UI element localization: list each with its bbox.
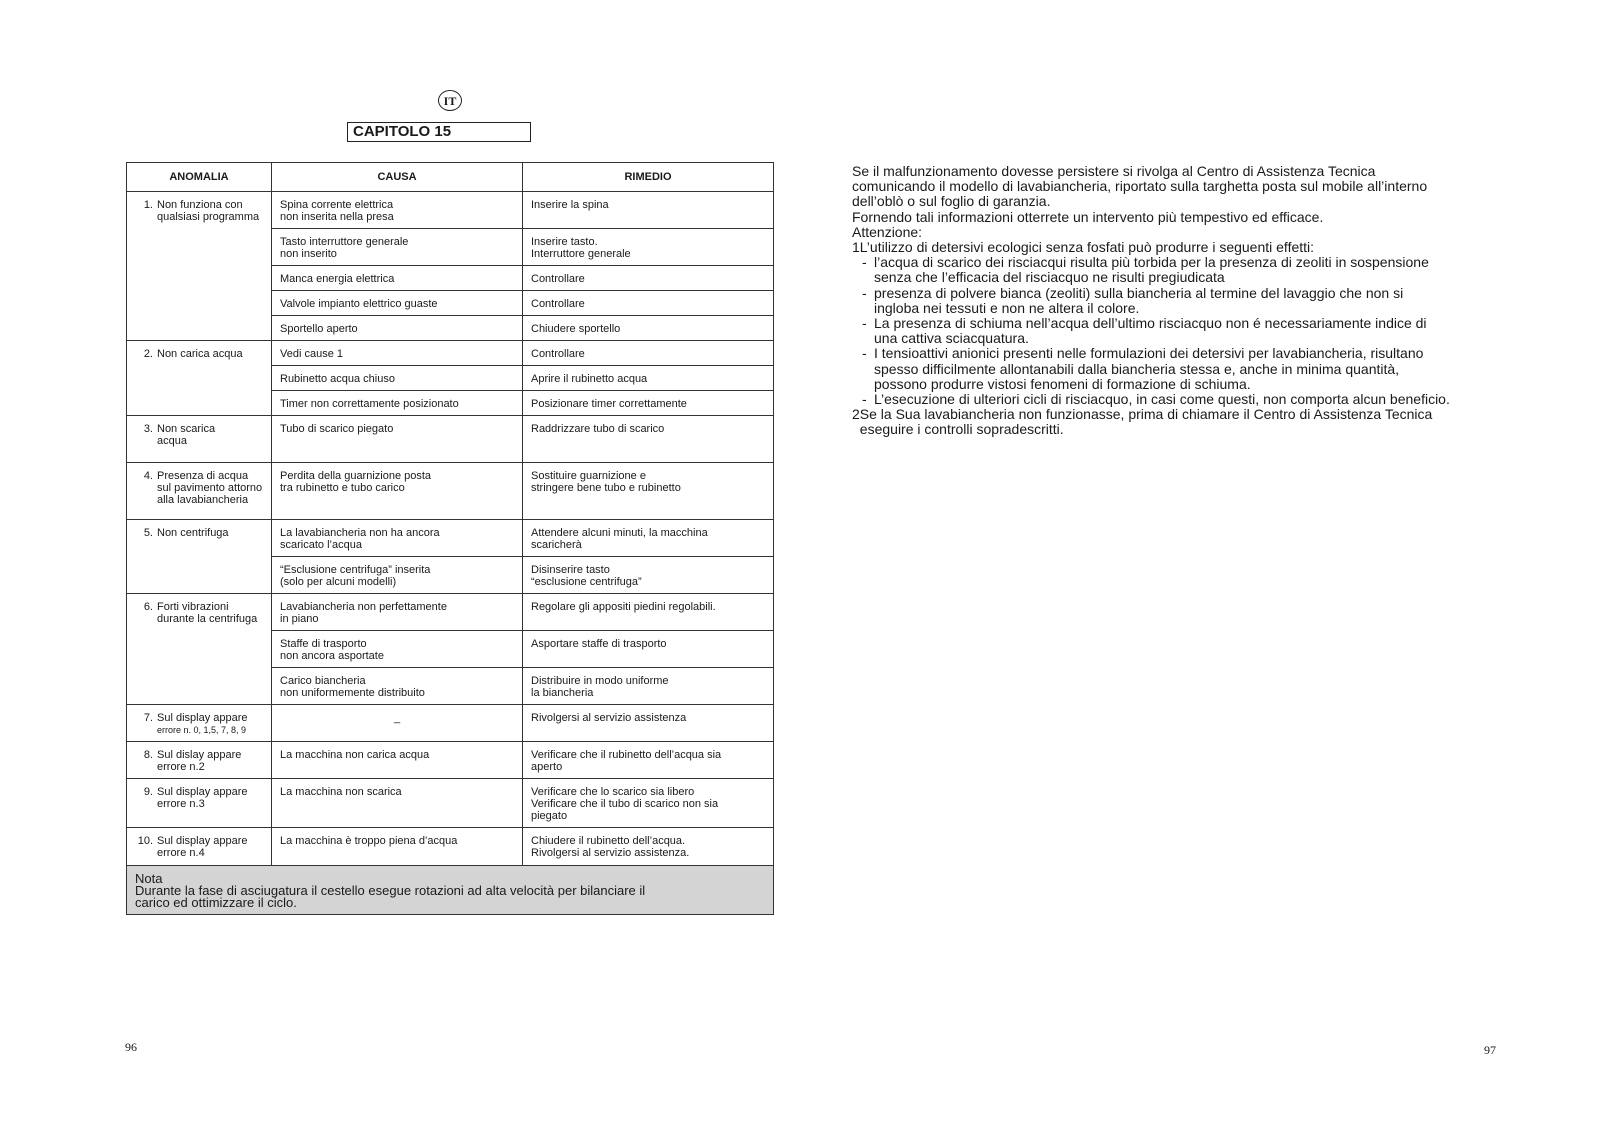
- numbered-item-2: [852, 407, 1452, 437]
- note-text: Durante la fase di asciugatura il cestello esegue rotazioni ad alta velocità per bilanciare il carico ed ottimizzare il ciclo.: [135, 883, 646, 910]
- anomaly-cell: [127, 828, 272, 866]
- page-number-left: 96: [125, 1040, 137, 1054]
- page-number-right: 97: [1484, 1043, 1496, 1057]
- anomaly-cell: [127, 520, 272, 594]
- anomaly-text: Presenza di acqua sul pavimento attorno alla lavabiancheria: [157, 470, 263, 506]
- dash-bullet: -: [862, 284, 867, 301]
- table-row: [127, 192, 774, 229]
- anomaly-text: Forti vibrazioni durante la centrifuga: [157, 601, 258, 625]
- item-number: 2: [852, 406, 860, 423]
- remedy-cell: Inserire la spina: [523, 192, 774, 229]
- cause-cell: La macchina non carica acqua: [272, 742, 523, 779]
- anomaly-cell: [127, 341, 272, 416]
- table-row: [127, 520, 774, 557]
- anomaly-text: Sul display appare: [157, 712, 248, 724]
- remedy-cell: Inserire tasto. Interruttore generale: [523, 229, 774, 266]
- remedy-cell: Controllare: [523, 341, 774, 366]
- anomaly-number: 5.: [143, 527, 153, 539]
- sub-item-text: presenza di polvere bianca (zeoliti) sulla biancheria al termine del lavaggio che non si ingloba nei tessuti e non ne altera il colore.: [874, 284, 1404, 316]
- anomaly-cell: [127, 742, 272, 779]
- sub-item-text: I tensioattivi anionici presenti nelle formulazioni dei detersivi per lavabiancheria, risultano spesso difficilmente allontanabili dalla biancheria stessa e, anche in minima quantità, possono produrre vistosi fenomeni di formazione di schiuma.: [874, 345, 1424, 392]
- cause-cell: _: [272, 705, 523, 742]
- anomaly-text: Non scarica acqua: [157, 423, 216, 447]
- header-rimedio: RIMEDIO: [523, 163, 774, 192]
- note-cell: [127, 866, 774, 915]
- sub-item: [852, 316, 1452, 346]
- sub-item-list: [852, 255, 1452, 407]
- remedy-cell: Attendere alcuni minuti, la macchina scaricherà: [523, 520, 774, 557]
- cause-cell: Spina corrente elettrica non inserita nella presa: [272, 192, 523, 229]
- anomaly-number: 6.: [143, 601, 153, 613]
- troubleshooting-table: [126, 162, 774, 915]
- item-text: Se la Sua lavabiancheria non funzionasse, prima di chiamare il Centro di Assistenza Tecnica eseguire i controlli sopradescritti.: [859, 406, 1433, 438]
- remedy-cell: Rivolgersi al servizio assistenza: [523, 705, 774, 742]
- cause-cell: Staffe di trasporto non ancora asportate: [272, 631, 523, 668]
- language-badge: IT: [438, 90, 462, 111]
- remedy-cell: Asportare staffe di trasporto: [523, 631, 774, 668]
- remedy-cell: Disinserire tasto “esclusione centrifuga”: [523, 557, 774, 594]
- dash-bullet: -: [862, 315, 867, 332]
- remedy-cell: Raddrizzare tubo di scarico: [523, 416, 774, 463]
- anomaly-cell: [127, 192, 272, 341]
- right-column-text: [852, 164, 1452, 438]
- anomaly-number: 8.: [143, 749, 153, 761]
- sub-item: [852, 255, 1452, 285]
- anomaly-text: Sul display appare errore n.3: [157, 786, 248, 810]
- cause-cell: Perdita della guarnizione posta tra rubinetto e tubo carico: [272, 463, 523, 520]
- sub-item: [852, 392, 1452, 407]
- cause-cell: Rubinetto acqua chiuso: [272, 366, 523, 391]
- table-row: [127, 594, 774, 631]
- header-anomalia: ANOMALIA: [127, 163, 272, 192]
- remedy-cell: Chiudere sportello: [523, 316, 774, 341]
- table-row: [127, 828, 774, 866]
- anomaly-cell: [127, 463, 272, 520]
- anomaly-cell: [127, 416, 272, 463]
- cause-cell: Lavabiancheria non perfettamente in piano: [272, 594, 523, 631]
- item-text: L’utilizzo di detersivi ecologici senza fosfati può produrre i seguenti effetti:: [859, 239, 1315, 256]
- table-row: [127, 779, 774, 828]
- anomaly-error-codes: errore n. 0, 1,5, 7, 8, 9: [157, 725, 247, 735]
- remedy-cell: Verificare che il rubinetto dell’acqua sia aperto: [523, 742, 774, 779]
- table-header-row: [127, 163, 774, 192]
- attention-label: Attenzione:: [852, 223, 923, 240]
- anomaly-cell: [127, 779, 272, 828]
- note-row: [127, 866, 774, 915]
- cause-cell: La lavabiancheria non ha ancora scaricato l’acqua: [272, 520, 523, 557]
- cause-cell: “Esclusione centrifuga” inserita (solo per alcuni modelli): [272, 557, 523, 594]
- remedy-cell: Posizionare timer correttamente: [523, 391, 774, 416]
- cause-cell: Tasto interruttore generale non inserito: [272, 229, 523, 266]
- sub-item-text: l’acqua di scarico dei risciacqui risulta più torbida per la presenza di zeoliti in sospensione senza che l’efficacia del risciacquo ne risulti pregiudicata: [874, 254, 1429, 286]
- anomaly-cell: [127, 705, 272, 742]
- chapter-title: CAPITOLO 15: [347, 122, 531, 142]
- sub-item: [852, 286, 1452, 316]
- table-row: [127, 341, 774, 366]
- remedy-cell: Chiudere il rubinetto dell’acqua. Rivolgersi al servizio assistenza.: [523, 828, 774, 866]
- cause-cell: Manca energia elettrica: [272, 266, 523, 291]
- intro-paragraph: Se il malfunzionamento dovesse persistere si rivolga al Centro di Assistenza Tecnica comunicando il modello di lavabiancheria, riportato sulla targhetta posta sul mobile all’interno dell’oblò o sul foglio di garanzia.: [852, 163, 1428, 210]
- remedy-cell: Sostituire guarnizione e stringere bene tubo e rubinetto: [523, 463, 774, 520]
- dash-bullet: -: [862, 254, 867, 271]
- sub-item: [852, 346, 1452, 392]
- anomaly-number: 4.: [143, 470, 153, 482]
- table-row: [127, 416, 774, 463]
- cause-cell: Carico biancheria non uniformemente distribuito: [272, 668, 523, 705]
- anomaly-text: Non carica acqua: [157, 348, 243, 360]
- cause-cell: Valvole impianto elettrico guaste: [272, 291, 523, 316]
- anomaly-text: Non funziona con qualsiasi programma: [157, 199, 260, 223]
- anomaly-text: Sul dislay appare errore n.2: [157, 749, 242, 773]
- remedy-cell: Aprire il rubinetto acqua: [523, 366, 774, 391]
- sub-item-text: L’esecuzione di ulteriori cicli di risciacquo, in casi come questi, non comporta alcun beneficio.: [874, 391, 1450, 408]
- anomaly-number: 1.: [143, 199, 153, 211]
- anomaly-number: 9.: [143, 786, 153, 798]
- table-body: [127, 192, 774, 915]
- anomaly-number: 3.: [143, 423, 153, 435]
- table-row: [127, 742, 774, 779]
- remedy-cell: Verificare che lo scarico sia libero Verificare che il tubo di scarico non sia piegato: [523, 779, 774, 828]
- numbered-item-1: [852, 240, 1452, 255]
- cause-cell: Sportello aperto: [272, 316, 523, 341]
- note-title: Nota: [135, 871, 163, 886]
- anomaly-number: 2.: [143, 348, 153, 360]
- anomaly-cell: [127, 594, 272, 705]
- dash-bullet: -: [862, 345, 867, 362]
- cause-cell: La macchina è troppo piena d’acqua: [272, 828, 523, 866]
- dash-bullet: -: [862, 391, 867, 408]
- remedy-cell: Regolare gli appositi piedini regolabili.: [523, 594, 774, 631]
- remedy-cell: Distribuire in modo uniforme la biancheria: [523, 668, 774, 705]
- table-row: [127, 463, 774, 520]
- anomaly-text: Sul display appare errore n.4: [157, 835, 248, 859]
- item-number: 1: [852, 239, 860, 256]
- cause-cell: Timer non correttamente posizionato: [272, 391, 523, 416]
- table-row: [127, 705, 774, 742]
- cause-cell: La macchina non scarica: [272, 779, 523, 828]
- header-causa: CAUSA: [272, 163, 523, 192]
- cause-cell: Tubo di scarico piegato: [272, 416, 523, 463]
- anomaly-text: Non centrifuga: [157, 527, 229, 539]
- cause-cell: Vedi cause 1: [272, 341, 523, 366]
- anomaly-number: 7.: [143, 712, 153, 724]
- sub-item-text: La presenza di schiuma nell’acqua dell’ultimo risciacquo non é necessariamente indice di una cattiva sciacquatura.: [874, 315, 1427, 347]
- anomaly-number: 10.: [137, 835, 153, 847]
- remedy-cell: Controllare: [523, 291, 774, 316]
- info-paragraph: Fornendo tali informazioni otterrete un intervento più tempestivo ed efficace.: [852, 208, 1324, 225]
- remedy-cell: Controllare: [523, 266, 774, 291]
